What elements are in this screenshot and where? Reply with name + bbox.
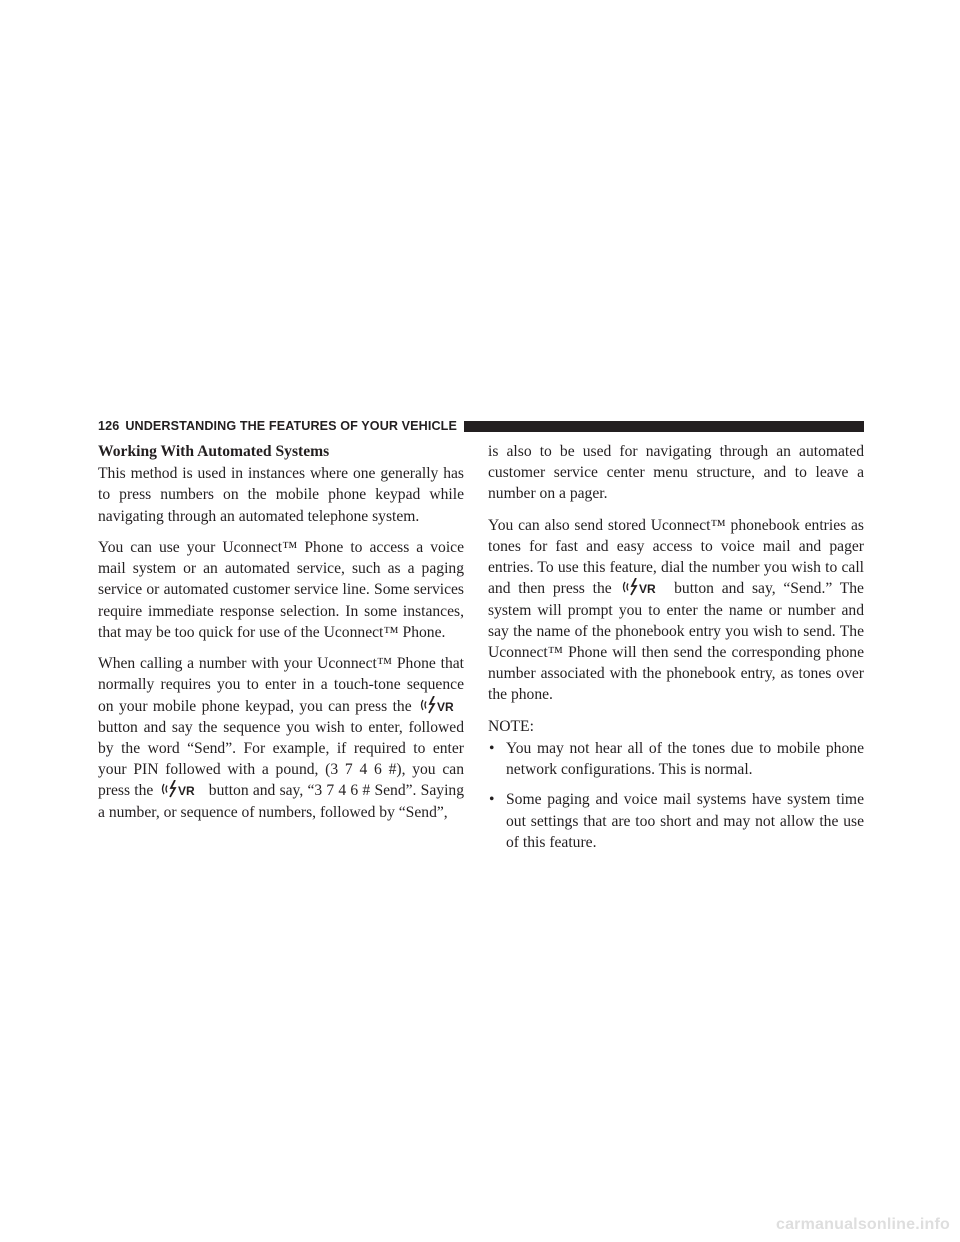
paragraph-text: button and say the sequence you wish to enter, followed by the word “Send”. For example, if required to enter your PIN followed with a pound, (3 7 4 6 #), you can press the (98, 718, 464, 800)
bullet-icon: • (489, 791, 495, 809)
list-item (488, 738, 864, 780)
paragraph-text: button and say, “Send.” The system will prompt you to enter the name or number and say the name of the phonebook entry you wish to send. The Uconnect™ Phone will then send the corresponding phone number associated with the phonebook entry, as tones over the phone. (488, 580, 864, 704)
list-item-text: Some paging and voice mail systems have system time out settings that are too short and may not allow the use of this feature. (506, 791, 864, 851)
paragraph-access-voice-mail: You can use your Uconnect™ Phone to access a voice mail system or an automated service, such as a paging service or automated customer service line. Some services require immediate response selection. In some instances, that may be too quick for use of the Uconnect™ Phone. (98, 539, 464, 641)
note-list (488, 738, 864, 853)
paragraph-text: You can also send stored Uconnect™ phonebook entries as tones for fast and easy access to voice mail and pager entries. To use this feature, dial the number you wish to call and then press the (488, 516, 864, 598)
paragraph-touch-tone (98, 653, 464, 823)
paragraph-text: When calling a number with your Uconnect™ Phone that normally requires you to enter in a touch-tone sequence on your mobile phone keypad, you can press the (98, 655, 464, 715)
voice-recognition-icon (419, 696, 461, 714)
list-item-text: You may not hear all of the tones due to mobile phone network configurations. This is normal. (506, 740, 864, 779)
left-column (98, 441, 464, 833)
section-heading: Working With Automated Systems (98, 443, 330, 460)
page-number: 126 (98, 419, 120, 433)
note-label: NOTE: (488, 717, 534, 735)
voice-recognition-icon (621, 578, 663, 596)
right-column (488, 441, 864, 862)
paragraph-intro: This method is used in instances where one generally has to press numbers on the mobile phone keypad while navigating through an automated telephone system. (98, 465, 464, 525)
header-rule (464, 421, 864, 432)
section-title: UNDERSTANDING THE FEATURES OF YOUR VEHICLE (125, 419, 457, 433)
watermark: carmanualsonline.info (775, 1216, 950, 1233)
svg-text:VR: VR (177, 784, 195, 799)
page-header (98, 418, 864, 434)
svg-text:VR: VR (639, 582, 657, 597)
paragraph-continued: is also to be used for navigating through an automated customer service center menu structure, and to leave a number on a pager. (488, 443, 864, 503)
paragraph-phonebook-tones (488, 515, 864, 706)
header-text (98, 418, 457, 434)
voice-recognition-icon (160, 780, 202, 798)
paragraph-text: button and say, “3 7 4 6 # Send”. Saying a number, or sequence of numbers, followed by “Send”, (98, 782, 464, 821)
bullet-icon: • (489, 740, 495, 758)
svg-text:VR: VR (437, 699, 454, 714)
list-item (488, 789, 864, 853)
